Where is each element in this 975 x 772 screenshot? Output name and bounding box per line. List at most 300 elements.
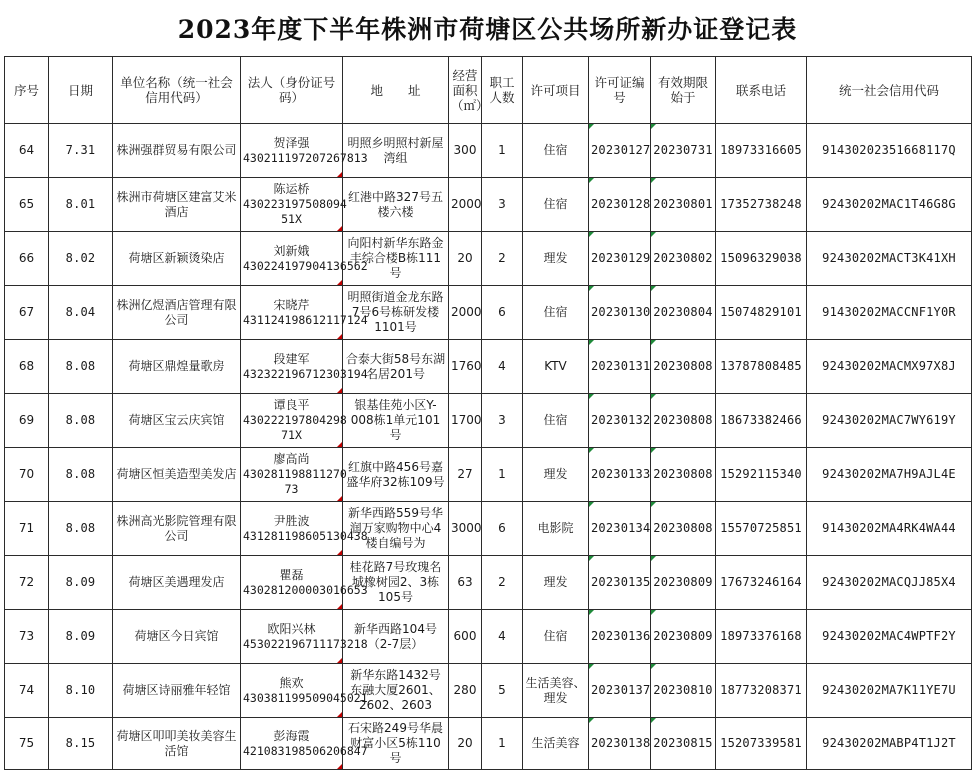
cell-unit-text: 株洲高光影院管理有限公司 xyxy=(116,513,237,543)
cell-license-text: 20230127 xyxy=(591,143,651,157)
cell-unit xyxy=(113,556,241,610)
cell-phone xyxy=(716,340,807,394)
cell-seq-text: 67 xyxy=(18,305,35,319)
error-marker-icon xyxy=(337,226,342,231)
cell-phone-text: 15570725851 xyxy=(720,521,802,535)
col-header-phone: 联系电话 xyxy=(716,57,807,124)
cell-phone xyxy=(716,556,807,610)
cell-staff xyxy=(482,178,523,232)
cell-credit-text: 92430202MAC1T46G8G xyxy=(822,197,956,211)
person-name: 廖高尚 xyxy=(273,452,310,466)
cell-item-text: 住宿 xyxy=(543,413,568,427)
cell-license-text: 20230138 xyxy=(591,736,651,750)
cell-phone xyxy=(716,394,807,448)
cell-address-text: 新华东路1432号东融大厦2601、2602、2603 xyxy=(350,668,441,712)
person-id-number: 453022196711173218 xyxy=(243,636,368,651)
person-id-number: 431281198605130438 xyxy=(243,528,368,543)
cell-date-text: 8.01 xyxy=(65,197,96,211)
cell-address xyxy=(343,232,449,286)
col-header-person: 法人（身份证号码） xyxy=(241,57,343,124)
person-id-number: 421083198506206847 xyxy=(243,743,368,758)
table-row xyxy=(5,664,972,718)
text-number-marker-icon xyxy=(651,718,656,723)
cell-person xyxy=(241,178,347,232)
cell-valid-from-text: 20230809 xyxy=(653,629,713,643)
person-name: 段建军 xyxy=(273,351,310,366)
cell-item-text: 理发 xyxy=(543,467,568,481)
cell-unit xyxy=(113,340,241,394)
cell-area xyxy=(449,502,482,556)
cell-valid-from xyxy=(651,718,716,770)
cell-area xyxy=(449,178,482,232)
error-marker-icon xyxy=(337,550,342,555)
person-name: 瞿磊 xyxy=(279,567,304,582)
cell-address-text: 桂花路7号玫瑰名城橡树园2、3栋105号 xyxy=(349,560,442,604)
cell-valid-from xyxy=(651,502,716,556)
cell-staff-text: 3 xyxy=(498,197,506,211)
cell-address xyxy=(343,556,449,610)
cell-valid-from xyxy=(651,340,716,394)
cell-phone xyxy=(716,610,807,664)
cell-seq xyxy=(5,448,49,502)
table-row xyxy=(5,232,972,286)
cell-credit-text: 92430202MABP4T1J2T xyxy=(822,736,956,750)
cell-area-text: 280 xyxy=(453,683,477,697)
cell-person xyxy=(241,286,368,340)
cell-credit-text: 92430202MA7H9AJL4E xyxy=(822,467,956,481)
cell-address-text: 向阳村新华东路金丰综合楼B栋111号 xyxy=(347,236,444,280)
cell-area-text: 27 xyxy=(457,467,473,481)
cell-staff-text: 5 xyxy=(498,683,506,697)
cell-valid-from xyxy=(651,448,716,502)
cell-license xyxy=(589,340,651,394)
cell-unit-text: 荷塘区新颖烫染店 xyxy=(128,251,225,265)
cell-license xyxy=(589,394,651,448)
cell-valid-from xyxy=(651,394,716,448)
cell-date xyxy=(49,232,113,286)
cell-credit-text: 92430202MA7K11YE7U xyxy=(822,683,956,697)
cell-phone-text: 18773208371 xyxy=(720,683,802,697)
cell-unit-text: 荷塘区诗丽雅年轻馆 xyxy=(122,683,231,697)
table-row xyxy=(5,340,972,394)
col-header-valid-from: 有效期限始于 xyxy=(651,57,716,124)
text-number-marker-icon xyxy=(589,394,594,399)
person-id-number: 430281198811270​73 xyxy=(243,467,347,496)
cell-license xyxy=(589,556,651,610)
text-number-marker-icon xyxy=(589,610,594,615)
cell-unit-text: 荷塘区叩叩美妆美容生活馆 xyxy=(116,728,237,758)
col-header-credit: 统一社会信用代码 xyxy=(807,57,972,124)
person-name: 陈运桥 xyxy=(273,182,310,196)
person-id-number: 430222197804298 71X xyxy=(243,413,347,442)
cell-credit xyxy=(807,340,972,394)
table-row xyxy=(5,124,972,178)
cell-unit xyxy=(113,394,241,448)
cell-license xyxy=(589,664,651,718)
cell-staff xyxy=(482,448,523,502)
cell-seq xyxy=(5,340,49,394)
cell-valid-from xyxy=(651,232,716,286)
cell-staff-text: 6 xyxy=(498,521,506,535)
cell-unit-text: 荷塘区今日宾馆 xyxy=(134,629,219,643)
cell-unit xyxy=(113,178,241,232)
cell-person xyxy=(241,124,368,178)
text-number-marker-icon xyxy=(651,340,656,345)
cell-seq-text: 75 xyxy=(18,736,35,750)
person-id-number: 430381199509045021 xyxy=(243,690,368,705)
person-name: 熊欢 xyxy=(279,675,304,690)
text-number-marker-icon xyxy=(589,448,594,453)
page-title: 2023年度下半年株洲市荷塘区公共场所新办证登记表 xyxy=(177,15,798,44)
text-number-marker-icon xyxy=(651,178,656,183)
cell-seq-text: 73 xyxy=(18,629,35,643)
cell-staff-text: 1 xyxy=(498,736,506,750)
cell-address-text: 新华西路559号华润万家购物中心4楼自编号为 xyxy=(348,506,443,550)
person-name: 刘新娥 xyxy=(273,243,310,258)
cell-item xyxy=(523,610,589,664)
col-header-seq: 序号 xyxy=(5,57,49,124)
cell-valid-from-text: 20230731 xyxy=(653,143,713,157)
cell-area xyxy=(449,610,482,664)
col-header-date: 日期 xyxy=(49,57,113,124)
cell-person xyxy=(241,718,368,770)
text-number-marker-icon xyxy=(589,232,594,237)
cell-phone-text: 17352738248 xyxy=(720,197,802,211)
person-name: 谭良平 xyxy=(273,398,310,412)
cell-phone xyxy=(716,664,807,718)
person-id-number: 432322196712303194 xyxy=(243,366,368,381)
cell-license-text: 20230129 xyxy=(591,251,651,265)
cell-unit-text: 荷塘区美遇理发店 xyxy=(128,575,225,589)
cell-area xyxy=(449,664,482,718)
cell-item-text: 住宿 xyxy=(543,305,568,319)
cell-valid-from xyxy=(651,124,716,178)
cell-date xyxy=(49,340,113,394)
cell-item xyxy=(523,286,589,340)
person-name: 宋晓芹 xyxy=(273,297,310,312)
cell-date xyxy=(49,610,113,664)
cell-date xyxy=(49,448,113,502)
cell-credit-text: 92430202MACMX97X8J xyxy=(822,359,956,373)
cell-staff-text: 1 xyxy=(498,467,506,481)
col-header-unit: 单位名称（统一社会信用代码） xyxy=(113,57,241,124)
cell-date xyxy=(49,664,113,718)
cell-item xyxy=(523,664,589,718)
cell-address-text: 石宋路249号华晨财富小区5栋110号 xyxy=(348,721,443,765)
cell-credit-text: 91430202MACCNF1Y0R xyxy=(822,305,956,319)
cell-date xyxy=(49,556,113,610)
cell-item xyxy=(523,124,589,178)
cell-license xyxy=(589,448,651,502)
cell-staff xyxy=(482,664,523,718)
cell-date xyxy=(49,502,113,556)
cell-staff xyxy=(482,124,523,178)
cell-staff-text: 1 xyxy=(498,143,506,157)
cell-valid-from xyxy=(651,610,716,664)
cell-unit-text: 株洲强群贸易有限公司 xyxy=(116,143,237,157)
cell-license-text: 20230133 xyxy=(591,467,651,481)
cell-staff-text: 3 xyxy=(498,413,506,427)
error-marker-icon xyxy=(337,280,342,285)
header-row xyxy=(5,57,972,124)
table-row xyxy=(5,394,972,448)
cell-valid-from-text: 20230804 xyxy=(653,305,713,319)
cell-date-text: 8.08 xyxy=(65,413,96,427)
person-id-number: 430224197904136562 xyxy=(243,258,368,273)
cell-address xyxy=(343,448,449,502)
cell-license xyxy=(589,610,651,664)
cell-area-text: 63 xyxy=(457,575,473,589)
cell-area-text: 600 xyxy=(453,629,477,643)
cell-address xyxy=(343,340,449,394)
cell-person xyxy=(241,340,368,394)
cell-phone xyxy=(716,286,807,340)
text-number-marker-icon xyxy=(589,178,594,183)
cell-area-text: 20 xyxy=(457,251,473,265)
cell-item xyxy=(523,448,589,502)
cell-item-text: 住宿 xyxy=(543,143,568,157)
cell-valid-from xyxy=(651,286,716,340)
cell-license-text: 20230128 xyxy=(591,197,651,211)
cell-phone xyxy=(716,448,807,502)
registration-table xyxy=(4,56,972,770)
cell-item xyxy=(523,394,589,448)
cell-area-text: 2000 xyxy=(451,197,482,211)
cell-area xyxy=(449,232,482,286)
cell-address-text: 合泰大街58号东湖名居201号 xyxy=(345,351,446,381)
cell-staff xyxy=(482,610,523,664)
cell-unit xyxy=(113,610,241,664)
col-header-area: 经营面积（㎡） xyxy=(449,57,482,124)
person-id-number: 430281200003016653 xyxy=(243,582,368,597)
cell-staff xyxy=(482,556,523,610)
error-marker-icon xyxy=(337,172,342,177)
cell-date-text: 8.09 xyxy=(65,629,96,643)
cell-area xyxy=(449,286,482,340)
cell-credit xyxy=(807,394,972,448)
cell-unit xyxy=(113,232,241,286)
cell-credit xyxy=(807,718,972,770)
cell-address xyxy=(343,610,449,664)
text-number-marker-icon xyxy=(651,232,656,237)
cell-credit-text: 92430202MAC4WPTF2Y xyxy=(822,629,956,643)
cell-credit-text: 92430202MACT3K41XH xyxy=(822,251,956,265)
cell-item-text: 理发 xyxy=(543,251,568,265)
table-row xyxy=(5,502,972,556)
col-header-address: 地 址 xyxy=(343,57,449,124)
cell-unit xyxy=(113,286,241,340)
text-number-marker-icon xyxy=(651,286,656,291)
cell-item-text: KTV xyxy=(544,359,567,373)
cell-unit-text: 荷塘区宝云庆宾馆 xyxy=(128,413,225,427)
cell-valid-from xyxy=(651,556,716,610)
cell-license xyxy=(589,502,651,556)
cell-license xyxy=(589,718,651,770)
cell-phone xyxy=(716,502,807,556)
cell-address xyxy=(343,718,449,770)
cell-address-text: 银基佳苑小区Y-008栋1单元101号 xyxy=(350,398,441,442)
cell-credit xyxy=(807,286,972,340)
cell-item-text: 住宿 xyxy=(543,197,568,211)
cell-seq xyxy=(5,502,49,556)
text-number-marker-icon xyxy=(589,556,594,561)
cell-item-text: 理发 xyxy=(543,575,568,589)
cell-staff-text: 4 xyxy=(498,359,506,373)
cell-seq xyxy=(5,178,49,232)
cell-item xyxy=(523,502,589,556)
cell-valid-from-text: 20230802 xyxy=(653,251,713,265)
cell-unit-text: 株洲市荷塘区建富艾米酒店 xyxy=(116,189,237,219)
cell-address xyxy=(343,286,449,340)
cell-unit xyxy=(113,718,241,770)
cell-staff-text: 6 xyxy=(498,305,506,319)
cell-license xyxy=(589,286,651,340)
cell-seq-text: 64 xyxy=(18,143,35,157)
cell-phone-text: 13787808485 xyxy=(720,359,802,373)
cell-item xyxy=(523,556,589,610)
cell-area xyxy=(449,448,482,502)
table-row xyxy=(5,718,972,770)
cell-valid-from-text: 20230808 xyxy=(653,359,713,373)
cell-phone xyxy=(716,178,807,232)
cell-valid-from-text: 20230808 xyxy=(653,467,713,481)
cell-seq-text: 71 xyxy=(18,521,35,535)
cell-credit xyxy=(807,232,972,286)
cell-date-text: 8.09 xyxy=(65,575,96,589)
cell-address-text: 新华西路104号（2-7层） xyxy=(354,621,437,651)
cell-credit-text: 91430202351668117Q xyxy=(822,143,956,157)
cell-valid-from-text: 20230815 xyxy=(653,736,713,750)
cell-seq-text: 69 xyxy=(18,413,35,427)
cell-area-text: 1760 xyxy=(451,359,482,373)
cell-license-text: 20230134 xyxy=(591,521,651,535)
cell-unit-text: 荷塘区恒美造型美发店 xyxy=(116,467,237,481)
cell-item-text: 电影院 xyxy=(537,521,574,535)
cell-area xyxy=(449,124,482,178)
cell-unit xyxy=(113,502,241,556)
text-number-marker-icon xyxy=(589,502,594,507)
cell-person xyxy=(241,232,368,286)
cell-area xyxy=(449,340,482,394)
cell-credit-text: 92430202MACQJJ85X4 xyxy=(822,575,956,589)
cell-area xyxy=(449,556,482,610)
cell-area xyxy=(449,718,482,770)
cell-item xyxy=(523,340,589,394)
cell-seq-text: 74 xyxy=(18,683,35,697)
table-row xyxy=(5,286,972,340)
cell-credit xyxy=(807,448,972,502)
text-number-marker-icon xyxy=(589,124,594,129)
error-marker-icon xyxy=(337,604,342,609)
person-id-number: 430223197508094​51X xyxy=(243,197,347,226)
cell-address xyxy=(343,124,449,178)
cell-seq xyxy=(5,232,49,286)
cell-credit xyxy=(807,124,972,178)
cell-address-text: 明照街道金龙东路7号6号栋研发楼1101号 xyxy=(347,290,444,334)
cell-seq xyxy=(5,664,49,718)
cell-phone-text: 15096329038 xyxy=(720,251,802,265)
error-marker-icon xyxy=(337,496,342,501)
cell-seq xyxy=(5,124,49,178)
cell-date xyxy=(49,286,113,340)
cell-staff xyxy=(482,340,523,394)
cell-license-text: 20230137 xyxy=(591,683,651,697)
cell-address xyxy=(343,178,449,232)
table-row xyxy=(5,178,972,232)
person-name: 贺泽强 xyxy=(273,135,310,150)
text-number-marker-icon xyxy=(651,664,656,669)
cell-staff xyxy=(482,286,523,340)
cell-credit xyxy=(807,664,972,718)
cell-seq xyxy=(5,556,49,610)
cell-phone-text: 15292115340 xyxy=(720,467,802,481)
cell-license xyxy=(589,178,651,232)
text-number-marker-icon xyxy=(589,286,594,291)
cell-staff xyxy=(482,394,523,448)
cell-item-text: 生活美容 xyxy=(531,736,580,750)
cell-area-text: 300 xyxy=(453,143,477,157)
cell-item xyxy=(523,178,589,232)
text-number-marker-icon xyxy=(651,448,656,453)
cell-license-text: 20230131 xyxy=(591,359,651,373)
cell-credit xyxy=(807,556,972,610)
cell-date-text: 8.04 xyxy=(65,305,96,319)
cell-valid-from-text: 20230810 xyxy=(653,683,713,697)
cell-date xyxy=(49,718,113,770)
cell-unit-text: 荷塘区鼎煌量歌房 xyxy=(128,359,225,373)
cell-seq xyxy=(5,610,49,664)
cell-seq xyxy=(5,286,49,340)
cell-address-text: 红港中路327号五楼六楼 xyxy=(348,189,443,219)
error-marker-icon xyxy=(337,712,342,717)
cell-person xyxy=(241,664,368,718)
cell-seq-text: 66 xyxy=(18,251,35,265)
cell-valid-from xyxy=(651,664,716,718)
cell-license-text: 20230130 xyxy=(591,305,651,319)
cell-phone xyxy=(716,124,807,178)
error-marker-icon xyxy=(337,442,342,447)
cell-item xyxy=(523,232,589,286)
error-marker-icon xyxy=(337,388,342,393)
person-id-number: 430211197207267813 xyxy=(243,150,368,165)
cell-date-text: 8.08 xyxy=(65,467,96,481)
person-name: 欧阳兴林 xyxy=(267,621,316,636)
person-id-number: 431124198612117124 xyxy=(243,312,368,327)
cell-phone-text: 18973316605 xyxy=(720,143,802,157)
error-marker-icon xyxy=(337,334,342,339)
cell-item-text: 住宿 xyxy=(543,629,568,643)
col-header-staff: 职工人数 xyxy=(482,57,523,124)
cell-area-text: 3000 xyxy=(451,521,482,535)
table-row xyxy=(5,556,972,610)
cell-unit-text: 株洲亿煜酒店管理有限公司 xyxy=(116,297,237,327)
text-number-marker-icon xyxy=(589,718,594,723)
cell-license xyxy=(589,232,651,286)
cell-phone xyxy=(716,232,807,286)
cell-person xyxy=(241,394,347,448)
cell-seq xyxy=(5,718,49,770)
cell-phone-text: 15207339581 xyxy=(720,736,802,750)
cell-staff xyxy=(482,718,523,770)
cell-phone-text: 18673382466 xyxy=(720,413,802,427)
col-header-item: 许可项目 xyxy=(523,57,589,124)
error-marker-icon xyxy=(337,764,342,769)
cell-date xyxy=(49,394,113,448)
cell-person xyxy=(241,448,347,502)
cell-address-text: 红旗中路456号嘉盛华府32栋109号 xyxy=(346,459,445,489)
cell-valid-from-text: 20230808 xyxy=(653,521,713,535)
cell-date-text: 8.08 xyxy=(65,521,96,535)
